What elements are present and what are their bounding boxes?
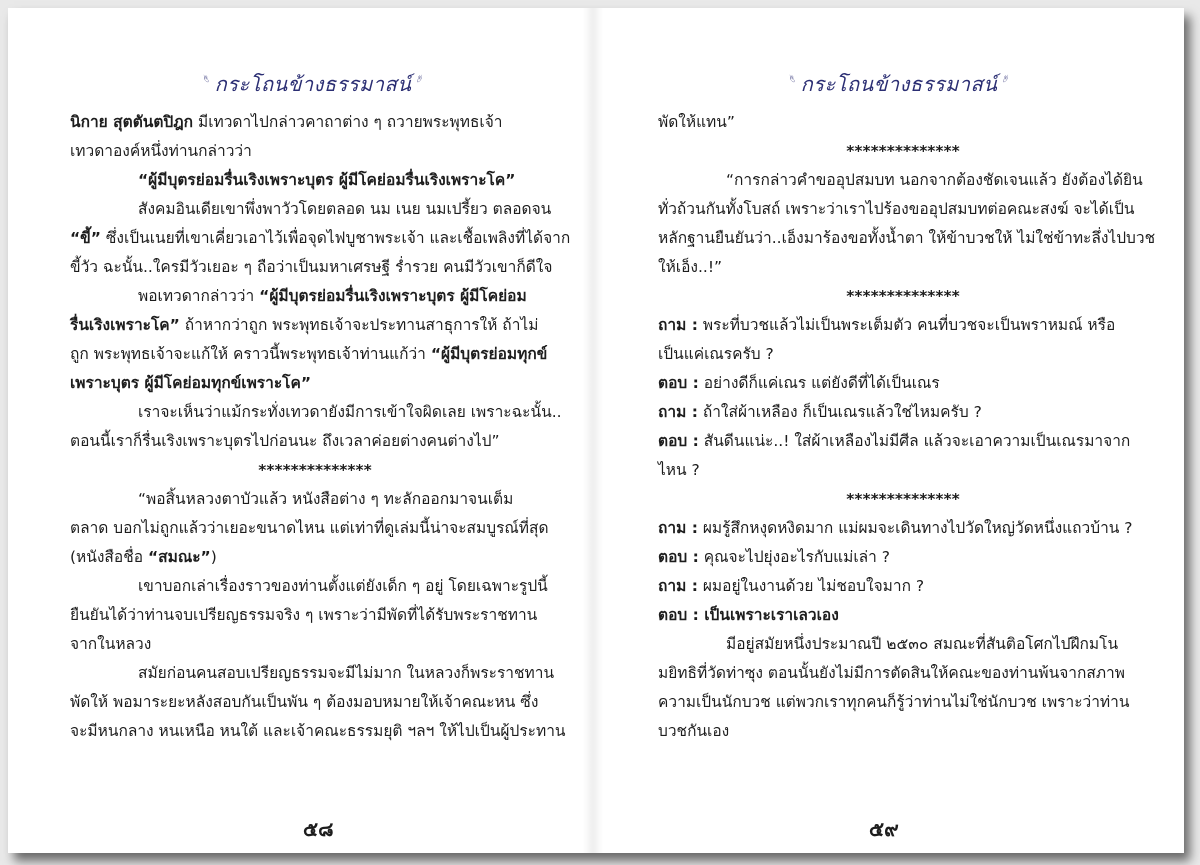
- text-segment: พัดให้แทน”: [658, 113, 735, 131]
- text-segment: นิกาย สุตตันตปิฎก: [70, 113, 194, 131]
- text-line: [70, 427, 560, 456]
- text-segment: ถาม :: [658, 577, 698, 595]
- text-line: [658, 311, 1148, 340]
- text-segment: เขาบอกเล่าเรื่องราวของท่านตั้งแต่ยังเด็ก ๆ อยู่ โดยเฉพาะรูปนี้: [138, 577, 548, 595]
- text-line: [70, 659, 560, 688]
- text-segment: ถ้าหากว่าถูก พระพุทธเจ้าจะประทานสาธุการให้ ถ้าไม่: [179, 316, 539, 334]
- header-title: กระโถนข้างธรรมาสน์: [214, 72, 412, 96]
- text-line: [70, 253, 560, 282]
- text-line: [70, 340, 560, 369]
- text-segment: ตลาด บอกไม่ถูกแล้วว่าเยอะขนาดไหน แต่เท่าที่ดูเล่มนี้น่าจะสมบูรณ์ที่สุด: [70, 519, 549, 537]
- text-segment: พอเทวดากล่าวว่า: [138, 287, 260, 305]
- text-line: [658, 659, 1148, 688]
- text-line: [70, 688, 560, 717]
- ornament-right-icon: [1003, 54, 1009, 104]
- text-line: [658, 224, 1156, 253]
- section-divider: [658, 137, 1148, 166]
- text-segment: ทั่วถ้วนกันทั้งโบสถ์ เพราะว่าเราไปร้องขออุปสมบทต่อคณะสงฆ์ จะได้เป็น: [658, 200, 1135, 218]
- ornament-right-icon: [417, 54, 423, 104]
- book-spread: [8, 8, 1184, 853]
- text-segment: ความเป็นนักบวช แต่พวกเราทุกคนก็รู้ว่าท่านไม่ใช่นักบวช เพราะว่าท่าน: [658, 693, 1130, 711]
- text-line: [658, 340, 1148, 369]
- text-segment: **************: [258, 461, 372, 479]
- text-segment: ถาม :: [658, 316, 698, 334]
- text-segment: หลักฐานยืนยันว่า..เอ็งมาร้องขอทั้งน้ำตา ให้ข้าบวชให้ ไม่ใช่ข้าทะลึ่งไปบวช: [658, 229, 1156, 247]
- text-segment: “พอสิ้นหลวงตาบัวแล้ว หนังสือต่าง ๆ ทะลักออกมาจนเต็ม: [138, 490, 514, 508]
- text-line: [70, 572, 560, 601]
- text-line: [658, 514, 1148, 543]
- text-segment: เป็นเพราะเราเลวเอง: [698, 606, 839, 624]
- text-segment: ถ้าใส่ผ้าเหลือง ก็เป็นเณรแล้วใช่ไหมครับ ?: [697, 403, 982, 421]
- text-line: [70, 224, 571, 253]
- text-segment: ตอบ :: [658, 548, 699, 566]
- text-segment: ผมรู้สึกหงุดหงิดมาก แม่ผมจะเดินทางไปวัดใหญ่วัดหนึ่งแถวบ้าน ?: [697, 519, 1133, 537]
- right-page-body: [658, 108, 1156, 746]
- page-number: ๕๘: [303, 817, 334, 841]
- text-segment: ถาม :: [658, 519, 698, 537]
- text-segment: **************: [846, 490, 960, 508]
- text-line: [658, 630, 1148, 659]
- text-segment: ตอบ :: [658, 606, 699, 624]
- text-segment: เป็นแค่เณรครับ ?: [658, 345, 774, 363]
- text-segment: มยิทธิที่วัดท่าซุง ตอนนั้นยังไม่มีการตัดสินให้คณะของท่านพ้นจากสภาพ: [658, 664, 1125, 682]
- text-line: [658, 195, 1148, 224]
- text-segment: (หนังสือชื่อ: [70, 548, 148, 566]
- text-line: [70, 485, 560, 514]
- text-segment: อย่างดีก็แค่เณร แต่ยังดีที่ได้เป็นเณร: [698, 374, 940, 392]
- text-segment: ซึ่งเป็นเนยที่เขาเคี่ยวเอาไว้เพื่อจุดไฟบูชาพระเจ้า และเชื้อเพลิงที่ได้จาก: [100, 229, 571, 247]
- header-title: กระโถนข้างธรรมาสน์: [800, 72, 998, 96]
- text-line: [70, 630, 560, 659]
- text-segment: “ขี้”: [70, 229, 101, 247]
- text-segment: ถาม :: [658, 403, 698, 421]
- text-line: [70, 717, 566, 746]
- text-segment: ): [210, 548, 217, 566]
- text-line: [70, 514, 560, 543]
- text-segment: “สมณะ”: [147, 548, 211, 566]
- text-line: [658, 456, 1148, 485]
- section-divider: [658, 282, 1148, 311]
- text-segment: ยืนยันได้ว่าท่านจบเปรียญธรรมจริง ๆ เพราะว่ามีพัดที่ได้รับพระราชทาน: [70, 606, 538, 624]
- text-line: [658, 369, 1148, 398]
- text-line: [658, 572, 1148, 601]
- text-line: [70, 601, 560, 630]
- text-segment: พระที่บวชแล้วไม่เป็นพระเต็มตัว คนที่บวชจะเป็นพราหมณ์ หรือ: [697, 316, 1116, 334]
- text-line: [70, 543, 560, 572]
- text-segment: “ผู้มีบุตรย่อมทุกข์: [430, 345, 548, 363]
- text-line: [658, 688, 1148, 717]
- text-segment: รื่นเริงเพราะโค”: [70, 316, 180, 334]
- text-line: [70, 398, 560, 427]
- text-line: [70, 282, 560, 311]
- page-number: ๕๙: [869, 817, 899, 841]
- text-segment: เทวดาองค์หนึ่งท่านกล่าวว่า: [70, 142, 252, 160]
- text-line: [658, 427, 1148, 456]
- text-segment: สังคมอินเดียเขาพึ่งพาวัวโดยตลอด นม เนย นมเปรี้ยว ตลอดจน: [138, 200, 552, 218]
- text-segment: มีเทวดาไปกล่าวคาถาต่าง ๆ ถวายพระพุทธเจ้า: [193, 113, 503, 131]
- text-line: [658, 543, 1148, 572]
- text-segment: ตอบ :: [658, 374, 699, 392]
- text-segment: ตอบ :: [658, 432, 699, 450]
- text-segment: เราจะเห็นว่าแม้กระทั่งเทวดายังมีการเข้าใจผิดเลย เพราะฉะนั้น..: [138, 403, 562, 421]
- text-segment: ตอนนี้เราก็รื่นเริงเพราะบุตรไปก่อนนะ ถึงเวลาค่อยต่างคนต่างไป”: [70, 432, 500, 450]
- page-header: [789, 50, 1009, 108]
- text-line: [70, 311, 560, 340]
- page-header: [203, 50, 423, 108]
- text-segment: ถูก พระพุทธเจ้าจะแก้ให้ คราวนี้พระพุทธเจ้าท่านแก้ว่า: [70, 345, 431, 363]
- text-segment: สันดีนแน่ะ..! ใส่ผ้าเหลืองไม่มีศีล แล้วจะเอาความเป็นเณรมาจาก: [698, 432, 1131, 450]
- left-page: [8, 8, 593, 853]
- text-segment: เพราะบุตร ผู้มีโคย่อมทุกข์เพราะโค”: [70, 374, 312, 392]
- text-line: [70, 108, 560, 137]
- text-segment: **************: [846, 287, 960, 305]
- text-segment: พัดให้ พอมาระยะหลังสอบกันเป็นพัน ๆ ต้องมอบหมายให้เจ้าคณะหน ซึ่ง: [70, 693, 539, 711]
- text-line: [658, 166, 1148, 195]
- text-line: [658, 601, 1148, 630]
- text-segment: จากในหลวง: [70, 635, 152, 653]
- text-segment: มีอยู่สมัยหนึ่งประมาณปี ๒๕๓๐ สมณะที่สันติอโศกไปฝึกมโน: [726, 635, 1119, 653]
- text-line: [658, 398, 1148, 427]
- text-line: [70, 166, 560, 195]
- text-segment: จะมีหนกลาง หนเหนือ หนใต้ และเจ้าคณะธรรมยุติ ฯลฯ ให้ไปเป็นผู้ประทาน: [70, 722, 566, 740]
- text-segment: ผมอยู่ในงานด้วย ไม่ชอบใจมาก ?: [697, 577, 925, 595]
- section-divider: [658, 485, 1148, 514]
- text-segment: บวชกันเอง: [658, 722, 730, 740]
- text-segment: **************: [846, 142, 960, 160]
- text-line: [70, 195, 560, 224]
- text-line: [70, 369, 560, 398]
- left-page-body: [70, 108, 571, 746]
- right-page: [593, 8, 1184, 853]
- text-segment: คุณจะไปยุ่งอะไรกับแม่เล่า ?: [698, 548, 891, 566]
- section-divider: [70, 456, 560, 485]
- text-line: [658, 108, 1148, 137]
- text-line: [658, 253, 1148, 282]
- text-segment: “การกล่าวคำขออุปสมบท นอกจากต้องชัดเจนแล้ว ยังต้องได้ยิน: [726, 171, 1143, 189]
- text-segment: “ผู้มีบุตรย่อมรื่นเริงเพราะบุตร ผู้มีโคย่อม: [259, 287, 527, 305]
- text-segment: สมัยก่อนคนสอบเปรียญธรรมจะมีไม่มาก ในหลวงก็พระราชทาน: [138, 664, 555, 682]
- text-line: [70, 137, 560, 166]
- text-segment: ไหน ?: [658, 461, 700, 479]
- text-line: [658, 717, 1148, 746]
- text-segment: “ผู้มีบุตรย่อมรื่นเริงเพราะบุตร ผู้มีโคย่อมรื่นเริงเพราะโค”: [138, 171, 516, 189]
- text-segment: ให้เอ็ง..!”: [658, 258, 723, 276]
- text-segment: ขี้วัว ฉะนั้น..ใครมีวัวเยอะ ๆ ถือว่าเป็นมหาเศรษฐี ร่ำรวย คนมีวัวเขาก็ดีใจ: [70, 258, 553, 276]
